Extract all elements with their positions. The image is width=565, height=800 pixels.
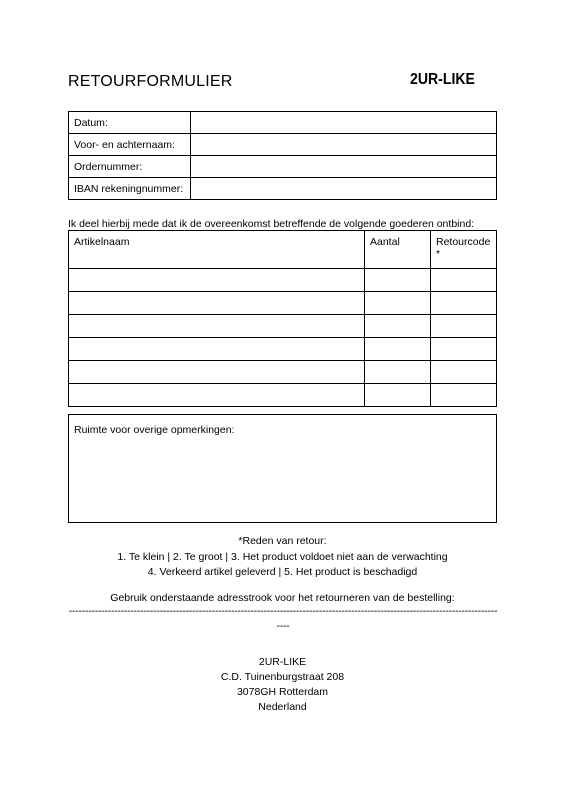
info-row-order-number xyxy=(69,156,497,178)
return-reasons-heading: *Reden van retour: xyxy=(238,535,327,547)
return-code-cell[interactable] xyxy=(431,315,497,338)
table-row xyxy=(69,384,497,407)
name-label: Voor- en achternaam: xyxy=(69,134,191,156)
info-row-date xyxy=(69,112,497,134)
table-row xyxy=(69,292,497,315)
column-header-quantity: Aantal xyxy=(365,231,431,269)
table-row xyxy=(69,338,497,361)
return-code-cell[interactable] xyxy=(431,384,497,407)
return-code-cell[interactable] xyxy=(431,338,497,361)
article-name-cell[interactable] xyxy=(69,338,365,361)
return-code-cell[interactable] xyxy=(431,269,497,292)
remarks-box[interactable] xyxy=(68,414,497,523)
quantity-cell[interactable] xyxy=(365,315,431,338)
order-number-field[interactable] xyxy=(191,156,497,178)
address-country: Nederland xyxy=(258,701,307,713)
article-name-cell[interactable] xyxy=(69,384,365,407)
return-items-table xyxy=(68,230,497,407)
table-row xyxy=(69,315,497,338)
customer-info-table xyxy=(68,111,497,200)
iban-label: IBAN rekeningnummer: xyxy=(69,178,191,200)
article-name-cell[interactable] xyxy=(69,315,365,338)
return-reasons-line-2: 4. Verkeerd artikel geleverd | 5. Het product is beschadigd xyxy=(147,566,418,578)
form-title: RETOURFORMULIER xyxy=(68,73,233,90)
address-city: 3078GH Rotterdam xyxy=(236,686,329,698)
iban-field[interactable] xyxy=(191,178,497,200)
article-name-cell[interactable] xyxy=(69,269,365,292)
address-name: 2UR-LIKE xyxy=(258,656,307,668)
cut-line: ---------------------------------------------------------------------------------------------------------------------------------------- xyxy=(68,605,498,632)
info-row-iban xyxy=(69,178,497,200)
quantity-cell[interactable] xyxy=(365,361,431,384)
remarks-label: Ruimte voor overige opmerkingen: xyxy=(74,424,235,436)
table-row xyxy=(69,269,497,292)
quantity-cell[interactable] xyxy=(365,384,431,407)
table-header-row xyxy=(69,231,497,269)
return-code-cell[interactable] xyxy=(431,292,497,315)
address-label-instruction: Gebruik onderstaande adresstrook voor het retourneren van de bestelling: xyxy=(110,592,455,604)
quantity-cell[interactable] xyxy=(365,269,431,292)
name-field[interactable] xyxy=(191,134,497,156)
date-field[interactable] xyxy=(191,112,497,134)
quantity-cell[interactable] xyxy=(365,338,431,361)
article-name-cell[interactable] xyxy=(69,292,365,315)
article-name-cell[interactable] xyxy=(69,361,365,384)
address-street: C.D. Tuinenburgstraat 208 xyxy=(220,671,345,683)
return-reasons-line-1: 1. Te klein | 2. Te groot | 3. Het product voldoet niet aan de verwachting xyxy=(117,551,448,563)
intro-text: Ik deel hierbij mede dat ik de overeenkomst betreffende de volgende goederen ontbind: xyxy=(68,218,475,230)
date-label: Datum: xyxy=(69,112,191,134)
brand-logo-text: 2UR-LIKE xyxy=(410,71,475,88)
column-header-return-code: Retourcode * xyxy=(431,231,497,269)
column-header-article-name: Artikelnaam xyxy=(69,231,365,269)
order-number-label: Ordernummer: xyxy=(69,156,191,178)
quantity-cell[interactable] xyxy=(365,292,431,315)
table-row xyxy=(69,361,497,384)
return-code-cell[interactable] xyxy=(431,361,497,384)
info-row-name xyxy=(69,134,497,156)
